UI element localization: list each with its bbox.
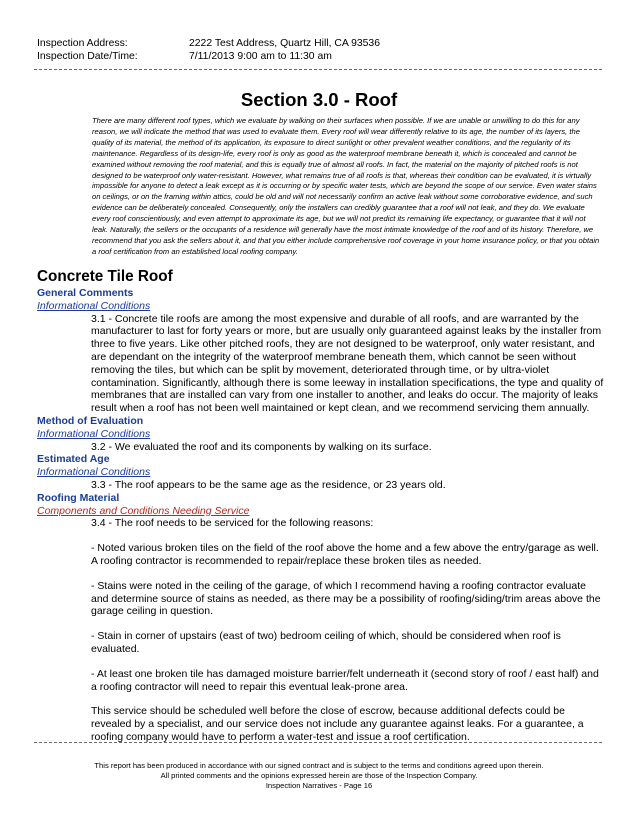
roofing-material-condition: Components and Conditions Needing Service (37, 504, 250, 517)
roofing-material-text: 3.4 - The roof needs to be serviced for the following reasons: (91, 517, 374, 530)
roofing-material-item: - Stain in corner of upstairs (east of two) bedroom ceiling of which, should be considered when roof is evaluated. (91, 630, 561, 655)
inspection-date-label: Inspection Date/Time: (37, 51, 138, 62)
footer-divider (34, 742, 602, 743)
roofing-material-item: - Stains were noted in the ceiling of the garage, of which I recommend having a roofing contractor evaluate and determine source of stains as needed, as there may be a possibility of roofing/siding/trim areas above the garage ceiling in question. (91, 579, 601, 618)
roofing-material-item: - Noted various broken tiles on the field of the roof above the home and a few above the entry/garage as well. A roofing contractor is recommended to repair/replace these broken tiles as needed. (91, 542, 599, 567)
estimated-age-condition: Informational Conditions (37, 466, 151, 479)
header-divider (34, 69, 602, 70)
inspection-address-label: Inspection Address: (37, 38, 128, 49)
general-comments-condition: Informational Conditions (37, 299, 151, 312)
estimated-age-text: 3.3 - The roof appears to be the same age as the residence, or 23 years old. (91, 478, 446, 491)
inspection-date-row (37, 50, 332, 63)
footer-opinions-note: All printed comments and the opinions expressed herein are those of the Inspection Company. (160, 771, 478, 780)
roof-type-heading: Concrete Tile Roof (37, 268, 173, 285)
general-comments-text: 3.1 - Concrete tile roofs are among the most expensive and durable of all roofs, and are warranted by the manufacturer to last for forty years or more, but are usually only guaranteed against leaks by the installer from three to five years. Like other pitched roofs, they are not designed to be waterproof, only water resistant, and are dependant on the integrity of the waterproof membrane beneath them, which cannot be seen without removing the tiles, but which can be split by movement, deteriorated through time, or by ultra-violet contamination. Significantly, although there is some leeway in installation specifications, the type and quality of membranes that are installed can vary from one installer to another, and leaks do occur. The majority of leaks result when a roof has not been well maintained or kept clean, and we recommend servicing them annually. (91, 312, 604, 415)
inspection-address-row (37, 37, 380, 50)
section-title: Section 3.0 - Roof (240, 89, 398, 110)
report-body (37, 268, 605, 744)
footer-contract-note: This report has been produced in accordance with our signed contract and is subject to the terms and conditions agreed upon therein. (94, 761, 544, 770)
method-of-evaluation-text: 3.2 - We evaluated the roof and its components by walking on its surface. (91, 440, 432, 453)
section-intro-text: There are many different roof types, which we evaluate by walking on their surfaces when possible. If we are unable or unwilling to do this for any reason, we will indicate the method that was used to evaluate them. Every roof will wear differently relative to its age, the number of its layers, the quality of its material, the method of its application, its exposure to direct sunlight or other prevalent weather conditions, and the regularity of its maintenance. Regardless of its design-life, every roof is only as good as the waterproof membrane beneath it, which is concealed and cannot be examined without removing the roof material, and this is equally true of almost all roofs. In fact, the material on the majority of pitched roofs is not designed to be waterproof only water-resistant. However, what remains true of all roofs is that, whereas their condition can be evaluated, it is virtually impossible for anyone to detect a leak except as it is occurring or by specific water tests, which are beyond the scope of our service. Even water stains on ceilings, or on the framing within attics, could be old and will not necessarily confirm an active leak without some corroborative evidence, and such evidence can be deliberately concealed. Consequently, only the installers can credibly guarantee that a roof will not leak, and they do. We evaluate every roof conscientiously, and even attempt to approximate its age, but we will not predict its remaining life expectancy, or guarantee that it will not leak. Naturally, the sellers or the occupants of a residence will generally have the most intimate knowledge of the roof and of its history. Therefore, we recommend that you ask the sellers about it, and that you either include comprehensive roof coverage in your home insurance policy, or that you obtain a roof certification from an established local roofing company. (92, 116, 600, 256)
footer-page-number: Inspection Narratives - Page 16 (265, 781, 373, 790)
roofing-service-note: This service should be scheduled well before the close of escrow, because additional defects could be revealed by a specialist, and our service does not include any guarantee against leaks. For a guarantee, a roofing company would have to perform a water-test and issue a roof certification. (91, 705, 584, 743)
roofing-material-item: - At least one broken tile has damaged moisture barrier/felt underneath it (second story of roof / east half) and a roofing contractor will need to repair this eventual leak-prone area. (91, 667, 599, 693)
general-comments-heading: General Comments (37, 287, 134, 299)
page-footer (0, 761, 638, 791)
roofing-material-heading: Roofing Material (37, 491, 120, 504)
estimated-age-heading: Estimated Age (37, 453, 110, 466)
inspection-date-value: 7/11/2013 9:00 am to 11:30 am (189, 51, 332, 62)
inspection-address-value: 2222 Test Address, Quartz Hill, CA 93536 (189, 38, 380, 49)
method-of-evaluation-heading: Method of Evaluation (37, 414, 144, 427)
method-of-evaluation-condition: Informational Conditions (37, 427, 151, 440)
